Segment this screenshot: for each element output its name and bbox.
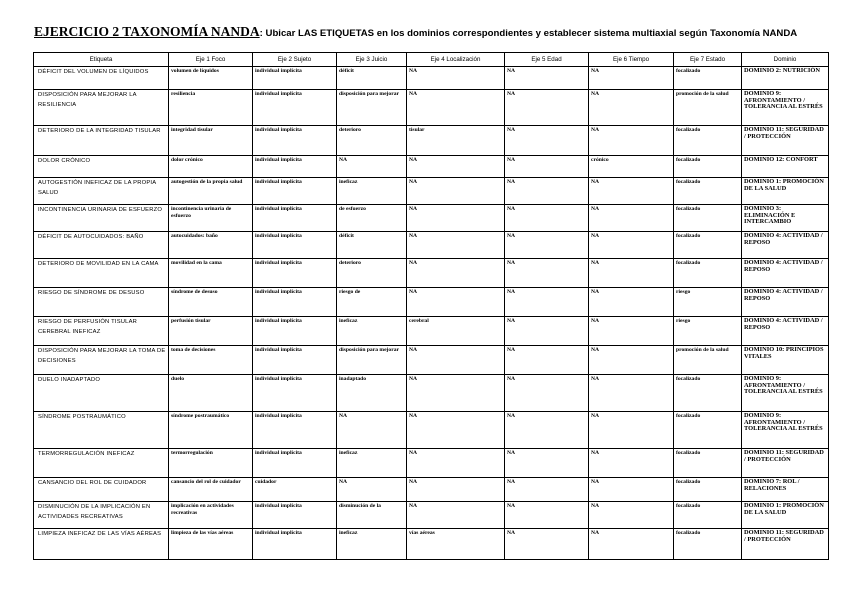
eje5-edad-cell: NA [505, 346, 589, 375]
eje1-foco-cell: resiliencia [169, 90, 253, 126]
eje6-tiempo-cell: NA [589, 375, 674, 412]
eje7-estado-cell: focalizado [674, 259, 742, 288]
table-header-row [34, 53, 829, 67]
eje6-tiempo-cell: NA [589, 288, 674, 317]
eje3-juicio-cell: NA [337, 156, 407, 178]
eje7-estado-cell: focalizado [674, 478, 742, 502]
dominio-cell: DOMINIO 2: NUTRICIÓN [742, 67, 829, 90]
eje5-edad-cell: NA [505, 178, 589, 205]
eje7-estado-cell: focalizado [674, 502, 742, 529]
eje6-tiempo-cell: NA [589, 178, 674, 205]
eje2-sujeto-cell: individual implícita [253, 375, 337, 412]
table-row [34, 346, 829, 375]
eje5-edad-cell: NA [505, 502, 589, 529]
eje5-edad-cell: NA [505, 288, 589, 317]
eje6-tiempo-cell: NA [589, 232, 674, 259]
etiqueta-cell: DISPOSICIÓN PARA MEJORAR LA RESILIENCIA [34, 90, 169, 126]
eje6-tiempo-cell: NA [589, 449, 674, 478]
etiqueta-cell: RIESGO DE SÍNDROME DE DESUSO [34, 288, 169, 317]
eje4-localizacion-cell: NA [407, 67, 505, 90]
eje7-estado-cell: focalizado [674, 449, 742, 478]
eje6-tiempo-cell: NA [589, 478, 674, 502]
dominio-cell: DOMINIO 4: ACTIVIDAD / REPOSO [742, 288, 829, 317]
table-row [34, 178, 829, 205]
eje7-estado-cell: focalizado [674, 126, 742, 156]
dominio-cell: DOMINIO 4: ACTIVIDAD / REPOSO [742, 232, 829, 259]
eje1-foco-cell: duelo [169, 375, 253, 412]
eje7-estado-cell: riesgo [674, 317, 742, 346]
eje3-juicio-cell: disposición para mejorar [337, 346, 407, 375]
eje1-foco-cell: dolor crónico [169, 156, 253, 178]
eje3-juicio-cell: deterioro [337, 126, 407, 156]
dominio-cell: DOMINIO 11: SEGURIDAD / PROTECCIÓN [742, 449, 829, 478]
document-title [34, 24, 824, 40]
table-row [34, 529, 829, 560]
dominio-cell: DOMINIO 9: AFRONTAMIENTO / TOLERANCIA AL ESTRÉS [742, 412, 829, 449]
eje3-juicio-cell: de esfuerzo [337, 205, 407, 232]
table-row [34, 288, 829, 317]
eje6-tiempo-cell: NA [589, 259, 674, 288]
eje5-edad-cell: NA [505, 529, 589, 560]
etiqueta-cell: DETERIORO DE MOVILIDAD EN LA CAMA [34, 259, 169, 288]
eje4-localizacion-cell: NA [407, 232, 505, 259]
eje5-edad-cell: NA [505, 156, 589, 178]
eje6-tiempo-cell: NA [589, 67, 674, 90]
etiqueta-cell: DOLOR CRÓNICO [34, 156, 169, 178]
eje1-foco-cell: síndrome de desuso [169, 288, 253, 317]
eje5-edad-cell: NA [505, 90, 589, 126]
column-header: Eje 1 Foco [169, 53, 253, 67]
eje3-juicio-cell: deterioro [337, 259, 407, 288]
eje3-juicio-cell: ineficaz [337, 178, 407, 205]
eje6-tiempo-cell: NA [589, 529, 674, 560]
etiqueta-cell: LIMPIEZA INEFICAZ DE LAS VÍAS AÉREAS [34, 529, 169, 560]
dominio-cell: DOMINIO 10: PRINCIPIOS VITALES [742, 346, 829, 375]
eje3-juicio-cell: déficit [337, 67, 407, 90]
table-row [34, 67, 829, 90]
eje5-edad-cell: NA [505, 259, 589, 288]
column-header: Eje 7 Estado [674, 53, 742, 67]
eje6-tiempo-cell: NA [589, 502, 674, 529]
eje4-localizacion-cell: tisular [407, 126, 505, 156]
eje4-localizacion-cell: NA [407, 90, 505, 126]
eje1-foco-cell: volumen de líquidos [169, 67, 253, 90]
eje5-edad-cell: NA [505, 232, 589, 259]
eje2-sujeto-cell: individual implícita [253, 529, 337, 560]
table-row [34, 412, 829, 449]
eje6-tiempo-cell: NA [589, 412, 674, 449]
eje1-foco-cell: toma de decisiones [169, 346, 253, 375]
eje2-sujeto-cell: individual implícita [253, 317, 337, 346]
eje5-edad-cell: NA [505, 67, 589, 90]
title-main: EJERCICIO 2 TAXONOMÍA NANDA [34, 24, 260, 39]
etiqueta-cell: INCONTINENCIA URINARIA DE ESFUERZO [34, 205, 169, 232]
eje4-localizacion-cell: vías aéreas [407, 529, 505, 560]
eje7-estado-cell: focalizado [674, 412, 742, 449]
eje4-localizacion-cell: NA [407, 205, 505, 232]
eje2-sujeto-cell: individual implícita [253, 449, 337, 478]
etiqueta-cell: TERMORREGULACIÓN INEFICAZ [34, 449, 169, 478]
column-header: Etiqueta [34, 53, 169, 67]
eje4-localizacion-cell: NA [407, 478, 505, 502]
eje3-juicio-cell: ineficaz [337, 529, 407, 560]
eje6-tiempo-cell: NA [589, 205, 674, 232]
title-instructions: : Ubicar LAS ETIQUETAS en los dominios correspondientes y establecer sistema multiaxial según Taxonomía NANDA [259, 28, 798, 39]
column-header: Dominio [742, 53, 829, 67]
dominio-cell: DOMINIO 1: PROMOCIÓN DE LA SALUD [742, 178, 829, 205]
eje5-edad-cell: NA [505, 412, 589, 449]
eje1-foco-cell: implicación en actividades recreativas [169, 502, 253, 529]
dominio-cell: DOMINIO 12: CONFORT [742, 156, 829, 178]
eje2-sujeto-cell: individual implícita [253, 346, 337, 375]
eje2-sujeto-cell: individual implícita [253, 156, 337, 178]
eje7-estado-cell: focalizado [674, 232, 742, 259]
dominio-cell: DOMINIO 4: ACTIVIDAD / REPOSO [742, 259, 829, 288]
table-row [34, 375, 829, 412]
eje4-localizacion-cell: NA [407, 156, 505, 178]
eje4-localizacion-cell: NA [407, 178, 505, 205]
column-header: Eje 4 Localización [407, 53, 505, 67]
eje6-tiempo-cell: NA [589, 126, 674, 156]
column-header: Eje 2 Sujeto [253, 53, 337, 67]
eje3-juicio-cell: ineficaz [337, 317, 407, 346]
column-header: Eje 5 Edad [505, 53, 589, 67]
eje2-sujeto-cell: individual implícita [253, 126, 337, 156]
eje5-edad-cell: NA [505, 478, 589, 502]
eje1-foco-cell: termorregulación [169, 449, 253, 478]
eje7-estado-cell: promoción de la salud [674, 90, 742, 126]
eje5-edad-cell: NA [505, 205, 589, 232]
eje2-sujeto-cell: individual implícita [253, 205, 337, 232]
eje1-foco-cell: autocuidados: baño [169, 232, 253, 259]
eje3-juicio-cell: ineficaz [337, 449, 407, 478]
etiqueta-cell: RIESGO DE PERFUSIÓN TISULAR CEREBRAL INEFICAZ [34, 317, 169, 346]
eje7-estado-cell: riesgo [674, 288, 742, 317]
eje3-juicio-cell: disposición para mejorar [337, 90, 407, 126]
eje3-juicio-cell: inadaptado [337, 375, 407, 412]
eje6-tiempo-cell: NA [589, 317, 674, 346]
etiqueta-cell: CANSANCIO DEL ROL DE CUIDADOR [34, 478, 169, 502]
eje2-sujeto-cell: cuidador [253, 478, 337, 502]
table-row [34, 90, 829, 126]
eje7-estado-cell: focalizado [674, 67, 742, 90]
dominio-cell: DOMINIO 9: AFRONTAMIENTO / TOLERANCIA AL ESTRÉS [742, 375, 829, 412]
etiqueta-cell: AUTOGESTIÓN INEFICAZ DE LA PROPIA SALUD [34, 178, 169, 205]
dominio-cell: DOMINIO 4: ACTIVIDAD / REPOSO [742, 317, 829, 346]
nanda-table [33, 52, 829, 560]
table-row [34, 317, 829, 346]
column-header: Eje 3 Juicio [337, 53, 407, 67]
eje5-edad-cell: NA [505, 317, 589, 346]
table-row [34, 205, 829, 232]
eje5-edad-cell: NA [505, 449, 589, 478]
eje6-tiempo-cell: crónico [589, 156, 674, 178]
etiqueta-cell: DÉFICIT DEL VOLUMEN DE LÍQUIDOS [34, 67, 169, 90]
eje4-localizacion-cell: NA [407, 449, 505, 478]
eje4-localizacion-cell: NA [407, 259, 505, 288]
eje1-foco-cell: integridad tisular [169, 126, 253, 156]
eje3-juicio-cell: disminución de la [337, 502, 407, 529]
eje4-localizacion-cell: NA [407, 502, 505, 529]
etiqueta-cell: DISPOSICIÓN PARA MEJORAR LA TOMA DE DECISIONES [34, 346, 169, 375]
eje7-estado-cell: focalizado [674, 178, 742, 205]
eje5-edad-cell: NA [505, 126, 589, 156]
eje2-sujeto-cell: individual implícita [253, 259, 337, 288]
eje4-localizacion-cell: NA [407, 375, 505, 412]
eje6-tiempo-cell: NA [589, 90, 674, 126]
dominio-cell: DOMINIO 9: AFRONTAMIENTO / TOLERANCIA AL ESTRÉS [742, 90, 829, 126]
table-row [34, 232, 829, 259]
dominio-cell: DOMINIO 1: PROMOCIÓN DE LA SALUD [742, 502, 829, 529]
eje2-sujeto-cell: individual implícita [253, 67, 337, 90]
eje4-localizacion-cell: NA [407, 288, 505, 317]
eje1-foco-cell: perfusión tisular [169, 317, 253, 346]
eje2-sujeto-cell: individual implícita [253, 412, 337, 449]
eje4-localizacion-cell: NA [407, 346, 505, 375]
eje7-estado-cell: promoción de la salud [674, 346, 742, 375]
table-row [34, 502, 829, 529]
eje2-sujeto-cell: individual implícita [253, 288, 337, 317]
table-body [34, 67, 829, 560]
eje3-juicio-cell: NA [337, 478, 407, 502]
column-header: Eje 6 Tiempo [589, 53, 674, 67]
eje2-sujeto-cell: individual implícita [253, 90, 337, 126]
eje7-estado-cell: focalizado [674, 529, 742, 560]
eje7-estado-cell: focalizado [674, 156, 742, 178]
eje3-juicio-cell: riesgo de [337, 288, 407, 317]
eje3-juicio-cell: NA [337, 412, 407, 449]
eje1-foco-cell: cansancio del rol de cuidador [169, 478, 253, 502]
eje4-localizacion-cell: cerebral [407, 317, 505, 346]
dominio-cell: DOMINIO 7: ROL / RELACIONES [742, 478, 829, 502]
table-row [34, 156, 829, 178]
etiqueta-cell: DISMINUCIÓN DE LA IMPLICACIÓN EN ACTIVIDADES RECREATIVAS [34, 502, 169, 529]
etiqueta-cell: SÍNDROME POSTRAUMÁTICO [34, 412, 169, 449]
eje1-foco-cell: síndrome postraumático [169, 412, 253, 449]
eje7-estado-cell: focalizado [674, 205, 742, 232]
table-row [34, 449, 829, 478]
etiqueta-cell: DÉFICIT DE AUTOCUIDADOS: BAÑO [34, 232, 169, 259]
table-row [34, 259, 829, 288]
eje1-foco-cell: autogestión de la propia salud [169, 178, 253, 205]
eje1-foco-cell: limpieza de las vías aéreas [169, 529, 253, 560]
eje1-foco-cell: movilidad en la cama [169, 259, 253, 288]
table-row [34, 126, 829, 156]
eje6-tiempo-cell: NA [589, 346, 674, 375]
eje2-sujeto-cell: individual implícita [253, 502, 337, 529]
table-row [34, 478, 829, 502]
etiqueta-cell: DETERIORO DE LA INTEGRIDAD TISULAR [34, 126, 169, 156]
eje4-localizacion-cell: NA [407, 412, 505, 449]
dominio-cell: DOMINIO 11: SEGURIDAD / PROTECCIÓN [742, 126, 829, 156]
eje2-sujeto-cell: individual implícita [253, 178, 337, 205]
eje3-juicio-cell: déficit [337, 232, 407, 259]
dominio-cell: DOMINIO 3: ELIMINACIÓN E INTERCAMBIO [742, 205, 829, 232]
eje1-foco-cell: incontinencia urinaria de esfuerzo [169, 205, 253, 232]
eje7-estado-cell: focalizado [674, 375, 742, 412]
dominio-cell: DOMINIO 11: SEGURIDAD / PROTECCIÓN [742, 529, 829, 560]
eje2-sujeto-cell: individual implícita [253, 232, 337, 259]
etiqueta-cell: DUELO INADAPTADO [34, 375, 169, 412]
eje5-edad-cell: NA [505, 375, 589, 412]
